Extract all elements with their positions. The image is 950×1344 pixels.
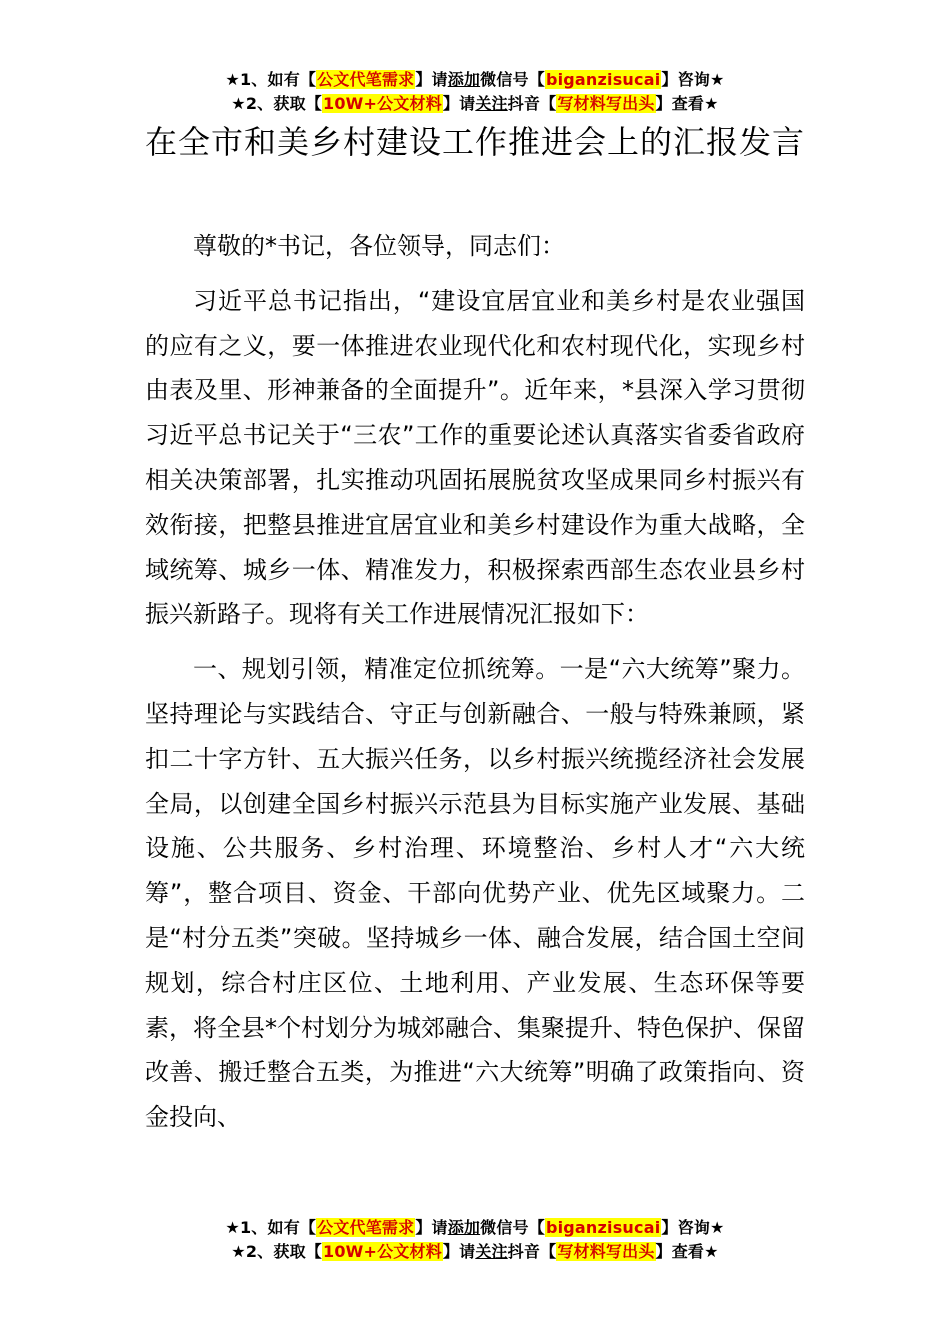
banner-text: 】请 <box>442 1242 476 1261</box>
footer-banner <box>0 1216 950 1264</box>
banner-text: 】咨询★ <box>661 1218 725 1237</box>
underlined-text: 添加 <box>447 1218 481 1237</box>
underlined-text: 添加 <box>447 70 481 89</box>
banner-line-2 <box>0 92 950 116</box>
highlight-text: 10W+公文材料 <box>322 1242 442 1261</box>
wechat-id: biganzisucai <box>545 70 661 89</box>
highlight-text: 公文代笔需求 <box>317 70 415 89</box>
highlight-text: 10W+公文材料 <box>322 94 442 113</box>
banner-text: 】请 <box>442 94 476 113</box>
paragraph-salutation: 尊敬的*书记，各位领导，同志们： <box>193 232 565 260</box>
douyin-id: 写材料写出头 <box>557 94 655 113</box>
banner-line-2 <box>0 1240 950 1264</box>
banner-text: ★1、如有【 <box>225 70 317 89</box>
douyin-id: 写材料写出头 <box>557 1242 655 1261</box>
highlight-text: 公文代笔需求 <box>317 1218 415 1237</box>
banner-text: 】请 <box>415 70 448 89</box>
banner-text: 】查看★ <box>655 1242 719 1261</box>
banner-text: 抖音【 <box>507 1242 557 1261</box>
banner-text: ★2、获取【 <box>231 94 322 113</box>
paragraph-intro: 习近平总书记指出，“建设宜居宜业和美乡村是农业强国的应有之义，要一体推进农业现代化和农村现代化，实现乡村由表及里、形神兼备的全面提升”。近年来，*县深入学习贯彻习近平总书记关于“三农”工作的重要论述认真落实省委省政府相关决策部署，扎实推动巩固拓展脱贫攻坚成果同乡村振兴有效衔接，把整县推进宜居宜业和美乡村建设作为重大战略，全域统筹、城乡一体、精准发力，积极探索西部生态农业县乡村振兴新路子。现将有关工作进展情况汇报如下： <box>145 286 805 629</box>
wechat-id: biganzisucai <box>545 1218 661 1237</box>
underlined-text: 关注 <box>475 94 508 113</box>
banner-text: ★1、如有【 <box>225 1218 317 1237</box>
banner-text: 】咨询★ <box>661 70 725 89</box>
banner-text: 】请 <box>415 1218 448 1237</box>
banner-line-1 <box>0 68 950 92</box>
header-banner <box>0 68 950 116</box>
document-body <box>145 224 805 1150</box>
banner-text: 】查看★ <box>655 94 719 113</box>
document-title: 在全市和美乡村建设工作推进会上的汇报发言 <box>145 123 806 161</box>
banner-text: ★2、获取【 <box>231 1242 322 1261</box>
underlined-text: 关注 <box>475 1242 508 1261</box>
banner-text: 抖音【 <box>507 94 557 113</box>
paragraph-section-1: 一、规划引领，精准定位抓统筹。一是“六大统筹”聚力。坚持理论与实践结合、守正与创新融合、一般与特殊兼顾，紧扣二十字方针、五大振兴任务，以乡村振兴统揽经济社会发展全局，以创建全国乡村振兴示范县为目标实施产业发展、基础设施、公共服务、乡村治理、环境整治、乡村人才“六大统筹”，整合项目、资金、干部向优势产业、优先区域聚力。二是“村分五类”突破。坚持城乡一体、融合发展，结合国土空间规划，综合村庄区位、土地利用、产业发展、生态环保等要素，将全县*个村划分为城郊融合、集聚提升、特色保护、保留改善、搬迁整合五类，为推进“六大统筹”明确了政策指向、资金投向、 <box>145 655 805 1132</box>
banner-line-1 <box>0 1216 950 1240</box>
banner-text: 微信号【 <box>480 70 545 89</box>
banner-text: 微信号【 <box>480 1218 545 1237</box>
